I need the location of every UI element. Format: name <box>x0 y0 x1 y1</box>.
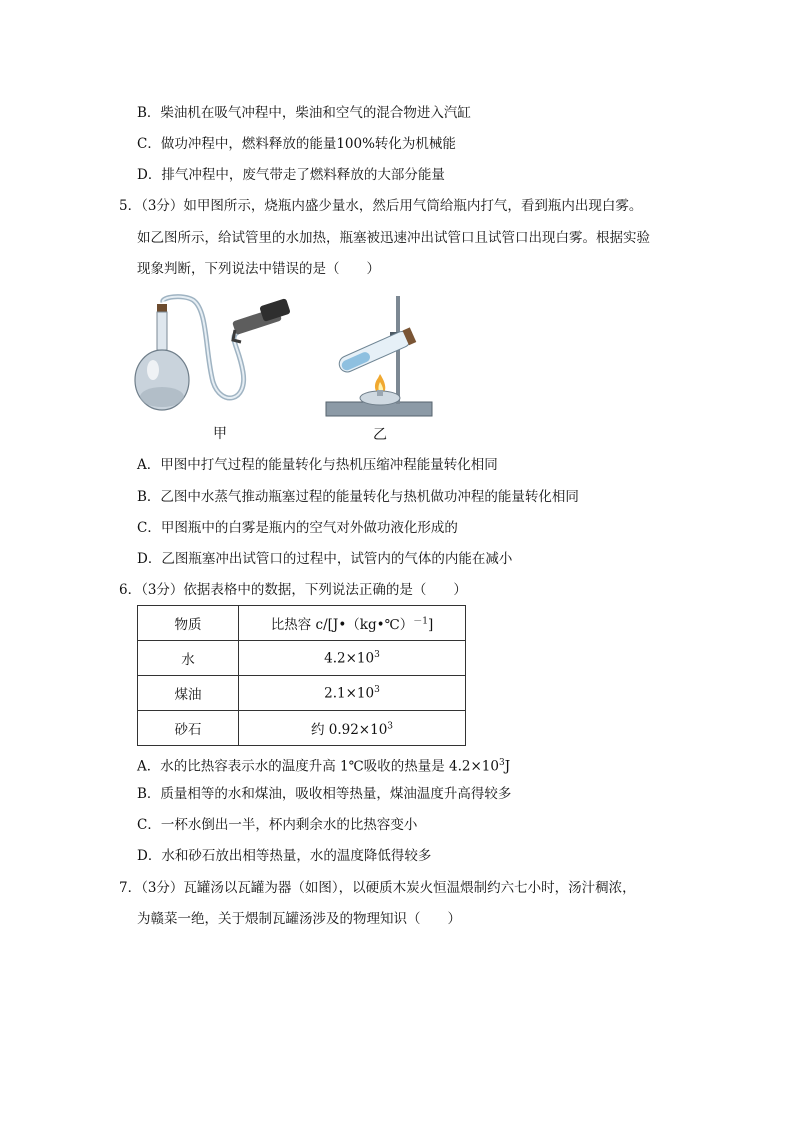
table-header-row <box>138 606 466 641</box>
table-row <box>138 711 466 746</box>
figure-yi-test-tube-stand <box>320 294 440 422</box>
q6-option-b: B．质量相等的水和煤油，吸收相等热量，煤油温度升高得较多 <box>137 786 512 802</box>
q5-option-d: D．乙图瓶塞冲出试管口的过程中，试管内的气体的内能在减小 <box>137 551 513 567</box>
q4-option-c: C．做功冲程中，燃料释放的能量100%转化为机械能 <box>137 136 456 152</box>
q6-stem: 6．（3分）依据表格中的数据，下列说法正确的是（ ） <box>119 582 467 598</box>
figure-yi-label: 乙 <box>373 427 387 443</box>
table-row <box>138 641 466 676</box>
figure-jia-label: 甲 <box>213 426 227 442</box>
table-row <box>138 676 466 711</box>
row-value: $2.1\times 10^3$ <box>239 676 466 711</box>
row-value: $4.2\times 10^3$ <box>239 641 466 676</box>
q7-stem-line-1: 7．（3分）瓦罐汤以瓦罐为器（如图），以硬质木炭火恒温煨制约六七小时，汤汁稠浓， <box>119 880 636 896</box>
q6-option-a: A．水的比热容表示水的温度升高 1℃吸收的热量是 $4.2\times 10^3J$ <box>137 758 511 775</box>
figure-jia-flask-pump <box>133 292 293 422</box>
row-substance: 砂石 <box>138 711 239 746</box>
q5-option-c: C．甲图瓶中的白雾是瓶内的空气对外做功液化形成的 <box>137 520 458 536</box>
q5-option-b: B．乙图中水蒸气推动瓶塞过程的能量转化与热机做功冲程的能量转化相同 <box>137 489 579 505</box>
q7-stem-line-2: 为赣菜一绝，关于煨制瓦罐汤涉及的物理知识（ ） <box>137 911 461 927</box>
header-substance: 物质 <box>138 606 239 641</box>
q6-option-c: C．一杯水倒出一半，杯内剩余水的比热容变小 <box>137 817 418 833</box>
row-substance: 水 <box>138 641 239 676</box>
q5-stem-line-3: 现象判断，下列说法中错误的是（ ） <box>137 261 380 277</box>
specific-heat-table <box>137 605 466 746</box>
row-value: 约 $0.92\times 10^3$ <box>239 711 466 746</box>
q4-option-b: B．柴油机在吸气冲程中，柴油和空气的混合物进入汽缸 <box>137 105 471 121</box>
row-substance: 煤油 <box>138 676 239 711</box>
q5-stem-line-1: 5．（3分）如甲图所示，烧瓶内盛少量水，然后用气筒给瓶内打气，看到瓶内出现白雾。 <box>119 198 643 214</box>
q5-stem-line-2: 如乙图所示，给试管里的水加热，瓶塞被迅速冲出试管口且试管口出现白雾。根据实验 <box>137 230 650 246</box>
header-specific-heat: 比热容 c/[J•（kg•℃）$^{-1}$] <box>239 606 466 641</box>
q6-option-d: D．水和砂石放出相等热量，水的温度降低得较多 <box>137 848 432 864</box>
q4-option-d: D．排气冲程中，废气带走了燃料释放的大部分能量 <box>137 167 445 183</box>
q5-option-a: A．甲图中打气过程的能量转化与热机压缩冲程能量转化相同 <box>137 457 498 473</box>
